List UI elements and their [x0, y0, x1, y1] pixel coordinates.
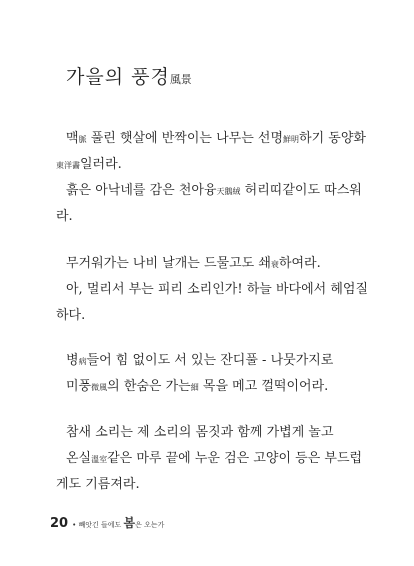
line-text: 참새 소리는 제 소리의 몸짓과 함께 가볍게 놀고 [66, 425, 334, 440]
running-title-emphasis: 봄 [123, 516, 136, 530]
poem-line [56, 477, 140, 493]
line-text: 들어 힘 없이도 서 있는 잔디풀 - 나뭇가지로 [86, 353, 334, 368]
poem-line [56, 308, 85, 324]
running-title-post: 은 오는가 [135, 521, 165, 529]
poem-title [66, 62, 192, 89]
poem-line [56, 209, 73, 225]
page-number: 20 [50, 516, 69, 531]
poem-line [66, 379, 328, 396]
poem-line [56, 157, 122, 174]
hanja-annotation: 東洋畵 [56, 161, 80, 170]
hanja-annotation: 衰 [270, 260, 279, 269]
poem-line [66, 183, 362, 200]
page-footer [50, 514, 164, 531]
poem-line [66, 451, 362, 468]
poem-line [66, 353, 333, 370]
hanja-annotation: 脈 [78, 135, 87, 144]
hanja-annotation: 細 [190, 383, 199, 392]
poem-title-text: 가을의 풍경 [66, 66, 170, 88]
line-text: 아, 멀리서 부는 피리 소리인가! 하늘 바다에서 헤엄질 [66, 282, 369, 297]
line-text: 하다. [56, 308, 86, 323]
line-text: 풀린 햇살에 반짝이는 나무는 선명 [86, 131, 284, 146]
line-text: 목을 메고 껄떡이어라. [198, 379, 329, 394]
line-text: 흙은 아낙네를 감은 천아융 [66, 183, 217, 198]
poem-line [66, 425, 334, 441]
line-text: 미풍 [66, 379, 92, 394]
hanja-annotation: 鮮明 [283, 135, 300, 144]
line-text: 허리띠같이도 따스워 [240, 183, 362, 198]
poem-line [66, 282, 368, 298]
line-text: 의 한숨은 가는 [107, 379, 191, 394]
hanja-annotation: 微風 [91, 383, 108, 392]
line-text: 병 [66, 353, 79, 368]
poem-line [66, 131, 366, 148]
poem-line [66, 256, 321, 273]
line-text: 게도 기름져라. [56, 477, 140, 492]
line-text: 무거워가는 나비 날개는 드물고도 쇄 [66, 256, 271, 271]
line-text: 일러라. [80, 157, 122, 172]
line-text: 맥 [66, 131, 79, 146]
hanja-annotation: 天鵝絨 [216, 187, 241, 196]
line-text: 라. [56, 209, 73, 224]
line-text: 하기 동양화 [299, 131, 366, 146]
running-title-pre: • 빼앗긴 들에도 [72, 521, 124, 529]
hanja-annotation: 溫室 [91, 455, 108, 464]
hanja-annotation: 病 [78, 357, 87, 366]
line-text: 하여라. [278, 256, 321, 271]
line-text: 온실 [66, 451, 92, 466]
poem-title-hanja: 風景 [169, 73, 192, 86]
line-text: 같은 마루 끝에 누운 검은 고양이 등은 부드럽 [107, 451, 363, 466]
